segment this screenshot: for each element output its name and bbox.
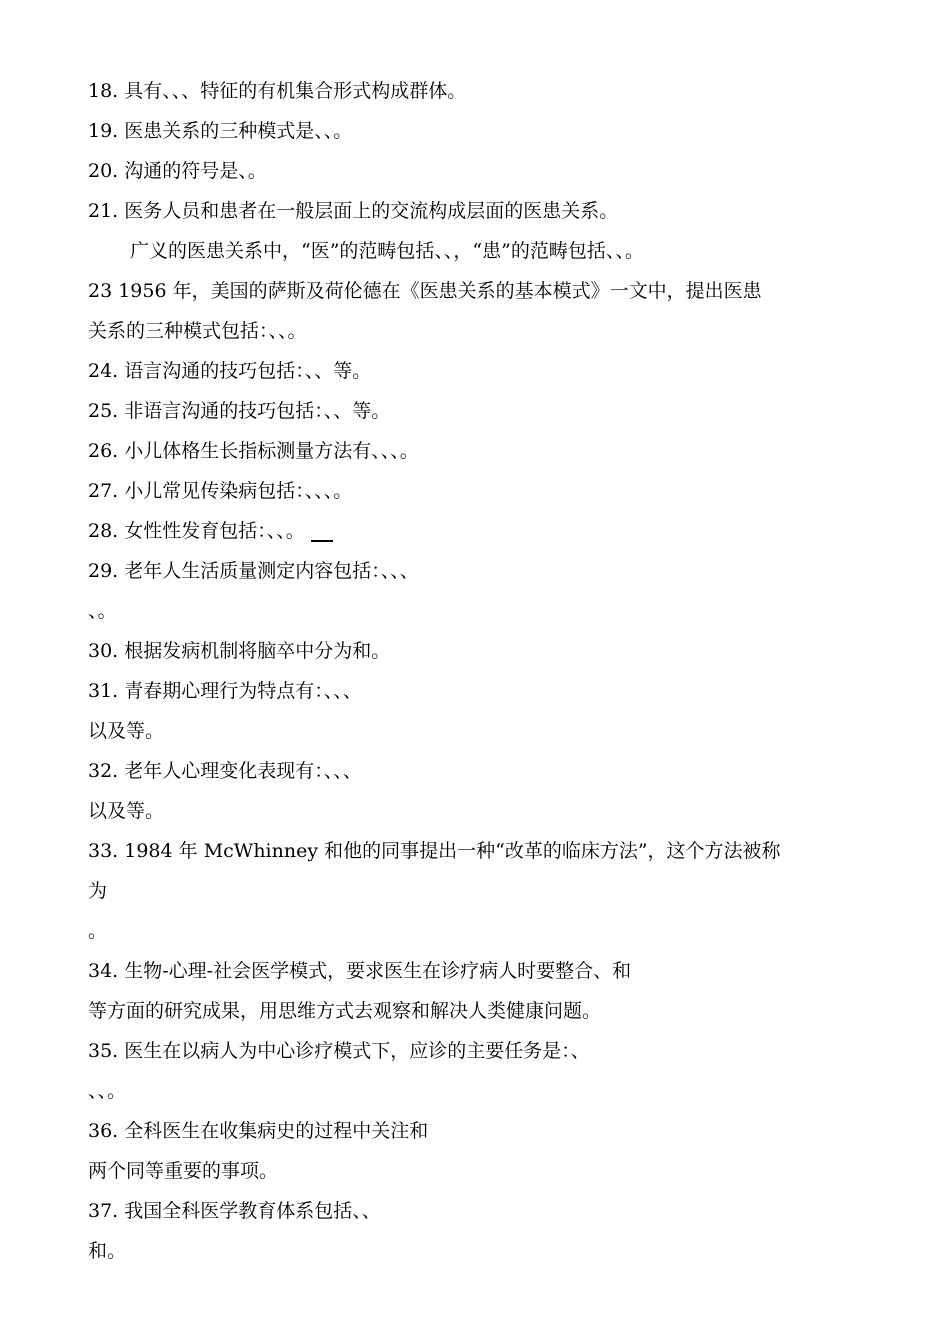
question-28: 28. 女性性发育包括：、、。	[88, 520, 305, 542]
question-26: 26. 小儿体格生长指标测量方法有、、、。	[88, 440, 419, 462]
question-37-line-1: 37. 我国全科医学教育体系包括、、	[88, 1200, 381, 1222]
question-36-line-1: 36. 全科医生在收集病史的过程中关注和	[88, 1120, 429, 1142]
question-33-line-2: 为	[88, 880, 108, 902]
question-20: 20. 沟通的符号是、。	[88, 160, 267, 182]
question-18: 18. 具有、、、特征的有机集合形式构成群体。	[88, 80, 467, 102]
question-34-line-1: 34. 生物-心理-社会医学模式，要求医生在诊疗病人时要整合、和	[88, 960, 632, 982]
question-25: 25. 非语言沟通的技巧包括：、、等。	[88, 400, 391, 422]
question-35-line-2: 、、。	[88, 1080, 127, 1102]
question-27: 27. 小儿常见传染病包括：、、、。	[88, 480, 353, 502]
question-29-line-2: 、。	[88, 600, 117, 622]
question-30: 30. 根据发病机制将脑卒中分为和。	[88, 640, 391, 662]
answer-underline	[311, 540, 333, 542]
question-33-line-1: 33. 1984 年 McWhinney 和他的同事提出一种“改革的临床方法”，这个方法被称	[88, 840, 781, 862]
question-31-line-2: 以及等。	[88, 720, 165, 742]
question-32-line-2: 以及等。	[88, 800, 165, 822]
question-21: 21. 医务人员和患者在一般层面上的交流构成层面的医患关系。	[88, 200, 619, 222]
question-32-line-1: 32. 老年人心理变化表现有：、、、	[88, 760, 362, 782]
question-31-line-1: 31. 青春期心理行为特点有：、、、	[88, 680, 362, 702]
question-37-line-2: 和。	[88, 1240, 127, 1262]
question-23-line-2: 关系的三种模式包括：、、。	[88, 320, 307, 342]
question-36-line-2: 两个同等重要的事项。	[88, 1160, 279, 1182]
question-22: 广义的医患关系中，“医”的范畴包括、、，“患”的范畴包括、、。	[130, 240, 644, 262]
question-35-line-1: 35. 医生在以病人为中心诊疗模式下，应诊的主要任务是：、	[88, 1040, 590, 1062]
question-24: 24. 语言沟通的技巧包括：、、等。	[88, 360, 372, 382]
question-19: 19. 医患关系的三种模式是、、。	[88, 120, 353, 142]
question-29-line-1: 29. 老年人生活质量测定内容包括：、、、	[88, 560, 419, 582]
question-34-line-2: 等方面的研究成果，用思维方式去观察和解决人类健康问题。	[88, 1000, 602, 1022]
question-33-line-3: 。	[88, 920, 108, 942]
question-23-line-1: 23 1956 年，美国的萨斯及荷伦德在《医患关系的基本模式》一文中，提出医患	[88, 280, 762, 302]
